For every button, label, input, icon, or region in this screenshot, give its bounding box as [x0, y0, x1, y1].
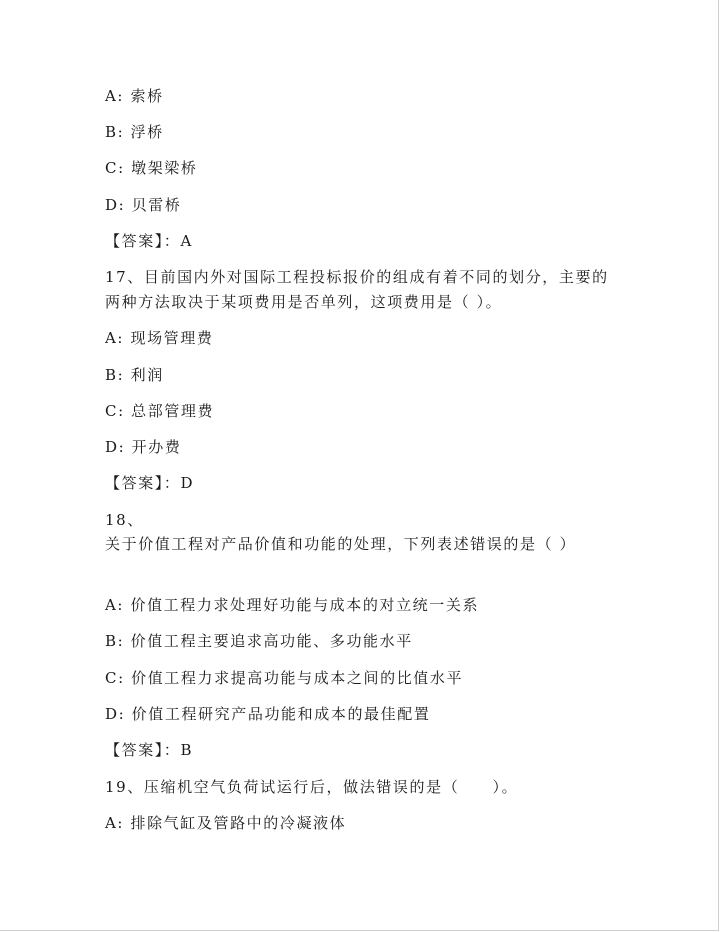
q17-option-b — [105, 366, 164, 384]
option-text: 索桥 — [130, 87, 164, 105]
option-text: 价值工程主要追求高功能、多功能水平 — [130, 632, 413, 650]
q18-option-b — [105, 632, 413, 650]
option-letter: D: — [105, 196, 126, 214]
option-text: 现场管理费 — [130, 329, 214, 347]
q16-option-b — [105, 123, 164, 141]
q19-option-a — [105, 814, 346, 832]
q18-stem: 关于价值工程对产品价值和功能的处理，下列表述错误的是（ ） — [105, 535, 577, 553]
q17-stem-line1: 17、目前国内外对国际工程投标报价的组成有着不同的划分，主要的 — [105, 268, 609, 286]
option-letter: B: — [105, 123, 125, 141]
q17-option-a — [105, 329, 213, 347]
q18-answer: 【答案】：B — [105, 741, 194, 759]
q16-option-c — [105, 159, 198, 177]
q16-option-a — [105, 87, 164, 105]
option-text: 价值工程力求提高功能与成本之间的比值水平 — [131, 669, 464, 687]
q17-option-d — [105, 438, 181, 456]
option-letter: C: — [105, 159, 125, 177]
q18-option-a — [105, 596, 479, 614]
option-letter: A: — [105, 87, 125, 105]
option-letter: D: — [105, 438, 126, 456]
option-letter: A: — [105, 814, 125, 832]
q17-answer: 【答案】：D — [105, 474, 195, 492]
q16-answer: 【答案】：A — [105, 232, 193, 250]
option-text: 价值工程力求处理好功能与成本的对立统一关系 — [130, 596, 480, 614]
q17-option-c — [105, 402, 214, 420]
option-letter: B: — [105, 366, 125, 384]
q17-stem-line2: 两种方法取决于某项费用是否单列，这项费用是（ ）。 — [105, 293, 503, 311]
q16-option-d — [105, 196, 181, 214]
option-text: 利润 — [130, 366, 164, 384]
q19-stem: 19、压缩机空气负荷试运行后，做法错误的是（ ）。 — [105, 778, 519, 796]
option-text: 价值工程研究产品功能和成本的最佳配置 — [131, 705, 431, 723]
option-text: 浮桥 — [130, 123, 164, 141]
option-letter: C: — [105, 402, 125, 420]
option-letter: C: — [105, 669, 125, 687]
option-letter: B: — [105, 632, 125, 650]
q18-option-c — [105, 669, 463, 687]
option-letter: A: — [105, 329, 125, 347]
option-text: 开办费 — [131, 438, 182, 456]
option-text: 排除气缸及管路中的冷凝液体 — [130, 814, 347, 832]
option-text: 墩架梁桥 — [131, 159, 198, 177]
q18-option-d — [105, 705, 430, 723]
option-text: 贝雷桥 — [131, 196, 182, 214]
option-letter: A: — [105, 596, 125, 614]
option-letter: D: — [105, 705, 126, 723]
option-text: 总部管理费 — [131, 402, 215, 420]
q18-number: 18、 — [105, 511, 144, 529]
